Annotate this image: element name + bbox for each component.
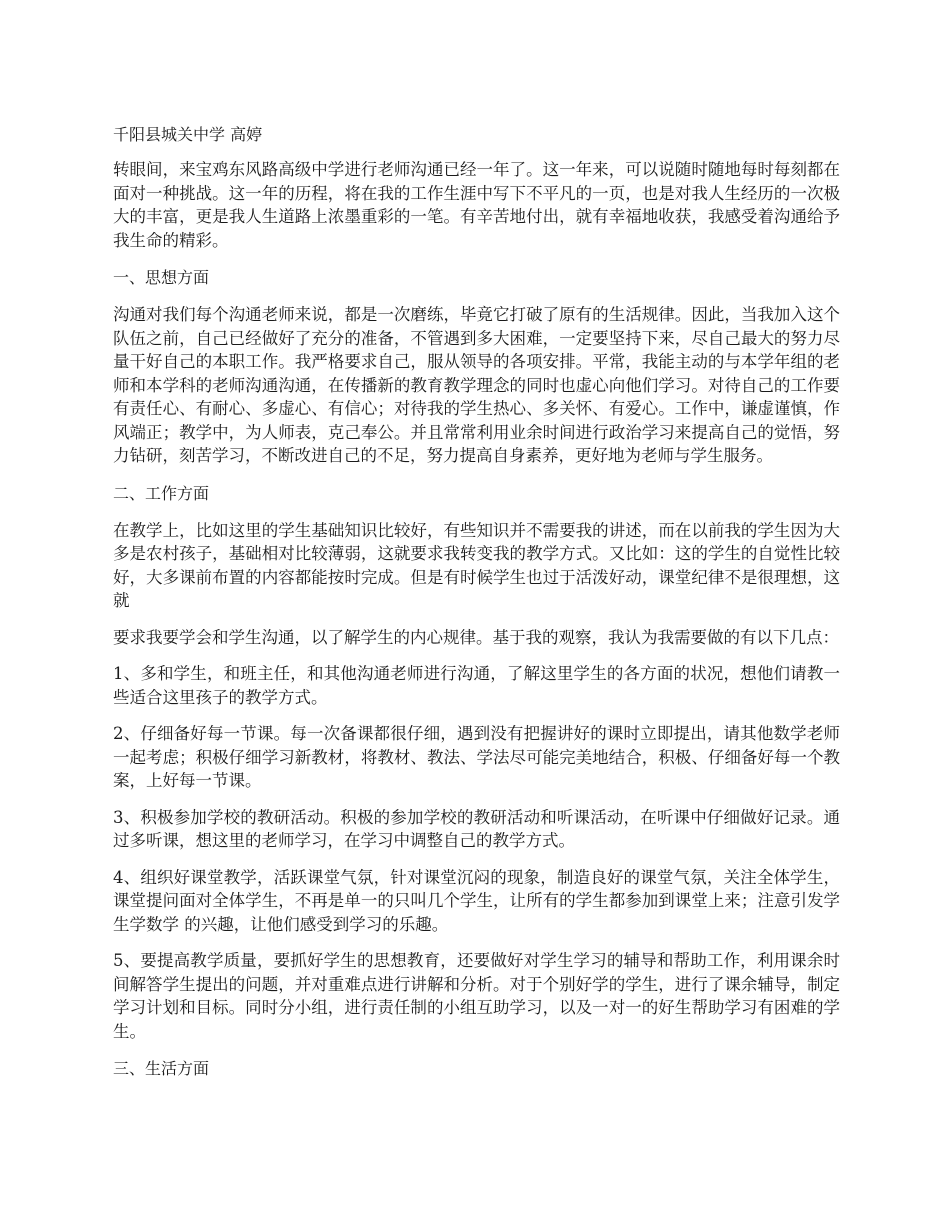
intro-paragraph: 转眼间，来宝鸡东风路高级中学进行老师沟通已经一年了。这一年来，可以说随时随地每时每刻都在面对一种挑战。这一年的历程，将在我的工作生涯中写下不平凡的一页，也是对我人生经历的一次极大的丰富，更是我人生道路上浓墨重彩的一笔。有辛苦地付出，就有幸福地收获，我感受着沟通给予我生命的精彩。 — [113, 160, 840, 250]
section-thought-paragraph: 沟通对我们每个沟通老师来说，都是一次磨练，毕竟它打破了原有的生活规律。因此，当我加入这个队伍之前，自己已经做好了充分的准备，不管遇到多大困难，一定要坚持下来，尽自己最大的努力尽量干好自己的本职工作。我严格要求自己，服从领导的各项安排。平常，我能主动的与本学年组的老师和本学科的老师沟通沟通，在传播新的教育教学理念的同时也虚心向他们学习。对待自己的工作要有责任心、有耐心、多虚心、有信心；对待我的学生热心、多关怀、有爱心。工作中，谦虚谨慎，作风端正；教学中，为人师表，克己奉公。并且常常利用业余时间进行政治学习来提高自己的觉悟，努力钻研，刻苦学习，不断改进自己的不足，努力提高自身素养，更好地为老师与学生服务。 — [113, 305, 840, 465]
work-point-2: 2、仔细备好每一节课。每一次备课都很仔细，遇到没有把握讲好的课时立即提出，请其他数学老师一起考虑；积极仔细学习新教材，将教材、教法、学法尽可能完美地结合，积极、仔细备好每一个教案，上好每一节课。 — [113, 724, 840, 790]
section-heading-work: 二、工作方面 — [113, 483, 210, 503]
work-point-1: 1、多和学生，和班主任，和其他沟通老师进行沟通，了解这里学生的各方面的状况，想他们请教一些适合这里孩子的教学方式。 — [113, 664, 840, 707]
document-page — [113, 122, 840, 1094]
section-work-paragraph-2: 要求我要学会和学生沟通，以了解学生的内心规律。基于我的观察，我认为我需要做的有以下几点： — [113, 627, 839, 647]
work-point-5: 5、要提高教学质量，要抓好学生的思想教育，还要做好对学生学习的辅导和帮助工作，利用课余时间解答学生提出的问题，并对重难点进行讲解和分析。对于个别好学的学生，进行了课余辅导，制定学习计划和目标。同时分小组，进行责任制的小组互助学习，以及一对一的好生帮助学习有困难的学生。 — [113, 951, 840, 1041]
section-heading-life: 三、生活方面 — [113, 1059, 210, 1078]
work-point-4: 4、组织好课堂教学，活跃课堂气氛，针对课堂沉闷的现象，制造良好的课堂气氛，关注全体学生，课堂提问面对全体学生，不再是单一的只叫几个学生，让所有的学生都参加到课堂上来；注意引发学生学数学 的兴趣，让他们感受到学习的乐趣。 — [113, 867, 840, 934]
section-heading-thought: 一、思想方面 — [113, 268, 210, 287]
section-work-paragraph-1: 在教学上，比如这里的学生基础知识比较好，有些知识并不需要我的讲述，而在以前我的学生因为大多是农村孩子，基础相对比较薄弱，这就要求我转变我的教学方式。又比如：这的学生的自觉性比较好，大多课前布置的内容都能按时完成。但是有时候学生也过于活泼好动，课堂纪律不是很理想，这就 — [113, 520, 840, 610]
author-line: 千阳县城关中学 高婷 — [113, 125, 263, 144]
work-point-3: 3、积极参加学校的教研活动。积极的参加学校的教研活动和听课活动，在听课中仔细做好记录。通过多听课，想这里的老师学习，在学习中调整自己的教学方式。 — [113, 807, 840, 850]
